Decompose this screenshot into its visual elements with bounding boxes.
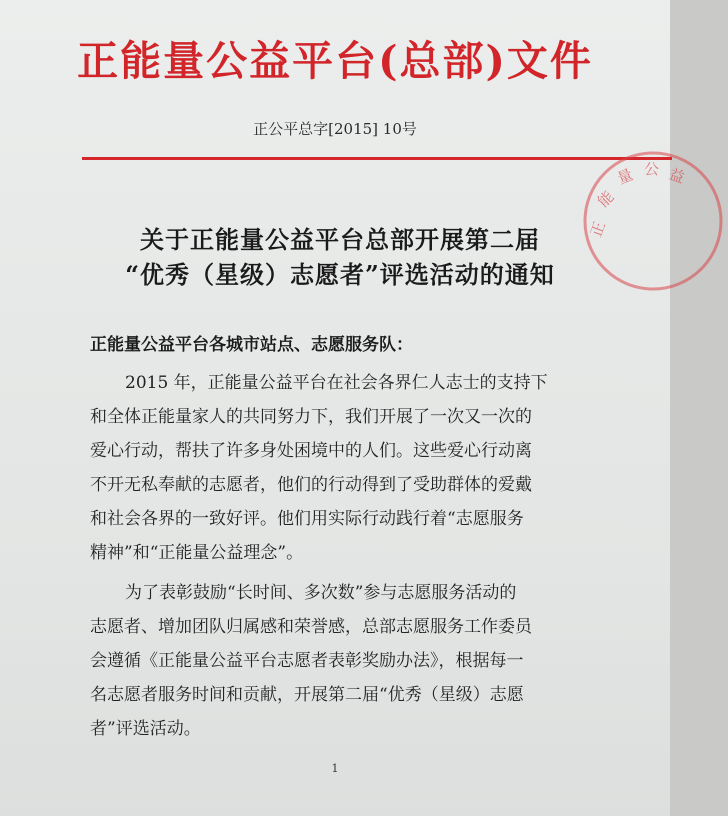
body-line: 和全体正能量家人的共同努力下，我们开展了一次又一次的 (90, 407, 532, 427)
seal-char-4: 公 (644, 160, 660, 178)
body-line: 名志愿者服务时间和贡献，开展第二届“优秀（星级）志愿 (90, 685, 524, 705)
body-line: 2015 年，正能量公益平台在社会各界仁人志士的支持下 (125, 373, 548, 393)
document-header-title: 正能量公益平台(总部)文件 (77, 37, 593, 85)
seal-char-5: 益 (666, 164, 687, 187)
body-line: 志愿者、增加团队归属感和荣誉感，总部志愿服务工作委员 (90, 617, 532, 637)
seal-char-2: 能 (594, 187, 618, 211)
body-line: 爱心行动，帮扶了许多身处困境中的人们。这些爱心行动离 (90, 441, 532, 461)
body-line: 不开无私奉献的志愿者，他们的行动得到了受助群体的爱戴 (90, 475, 532, 495)
body-line: 者”评选活动。 (90, 719, 201, 739)
body-line: 精神”和“正能量公益理念”。 (90, 543, 304, 563)
salutation: 正能量公益平台各城市站点、志愿服务队： (90, 335, 413, 355)
document-number: 正公平总字[2015] 10号 (253, 120, 417, 138)
seal-char-1: 正 (586, 219, 609, 240)
page-number: 1 (331, 762, 339, 775)
body-line: 为了表彰鼓励“长时间、多次数”参与志愿服务活动的 (125, 583, 517, 603)
body-line: 会遵循《正能量公益平台志愿者表彰奖励办法》，根据每一 (90, 651, 524, 671)
notice-title-line-1: 关于正能量公益平台总部开展第二届 (140, 225, 540, 254)
seal-char-3: 量 (614, 165, 636, 188)
body-line: 和社会各界的一致好评。他们用实际行动践行着“志愿服务 (90, 509, 524, 529)
notice-title-line-2: “优秀（星级）志愿者”评选活动的通知 (125, 260, 555, 289)
